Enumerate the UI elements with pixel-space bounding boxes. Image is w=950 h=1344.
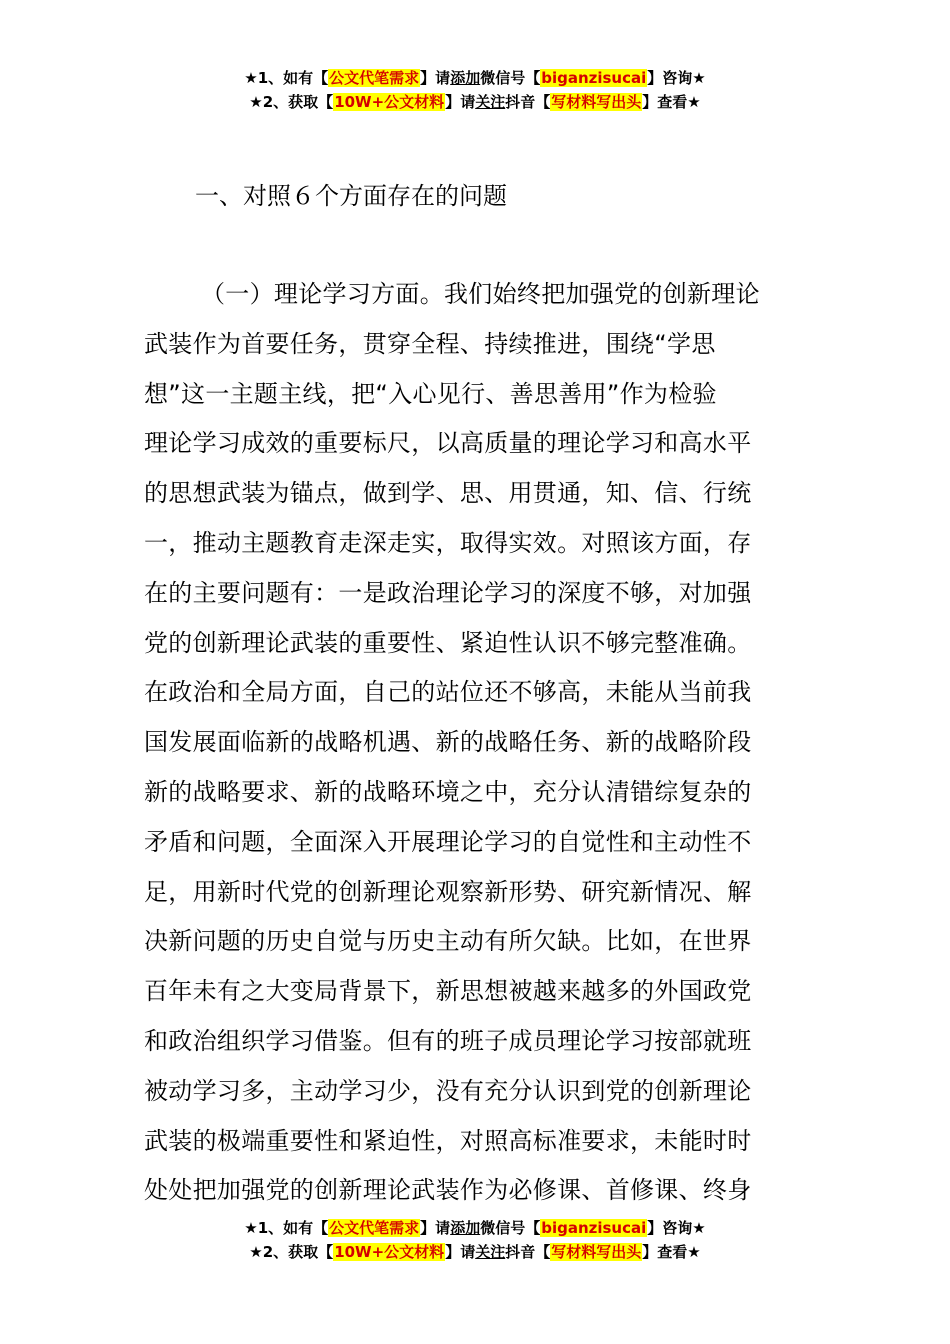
promo-line-2	[0, 90, 950, 114]
paragraph-line: 足，用新时代党的创新理论观察新形势、研究新情况、解	[144, 877, 752, 906]
promo-text: ★2、获取【	[249, 93, 334, 111]
body-paragraph	[144, 270, 814, 1216]
paragraph-line: 矛盾和问题，全面深入开展理论学习的自觉性和主动性不	[144, 827, 752, 856]
promo-emphasis: 关注	[475, 1243, 506, 1261]
promo-text: 抖音【	[505, 93, 551, 111]
paragraph-line: 决新问题的历史自觉与历史主动有所欠缺。比如，在世界	[144, 927, 752, 956]
promo-line-2	[0, 1240, 950, 1264]
top-promo-banner	[0, 66, 950, 114]
paragraph-line: 武装作为首要任务，贯穿全程、持续推进，围绕“学思	[144, 329, 716, 358]
bottom-promo-banner	[0, 1216, 950, 1264]
promo-emphasis: 添加	[450, 69, 481, 87]
promo-text: 】查看★	[642, 93, 701, 111]
paragraph-line: 处处把加强党的创新理论武装作为必修课、首修课、终身	[144, 1176, 752, 1205]
paragraph-line: 的思想武装为锚点，做到学、思、用贯通，知、信、行统	[144, 479, 752, 508]
promo-text: 】请	[420, 1219, 451, 1237]
douyin-id-highlight: 写材料写出头	[551, 93, 642, 111]
promo-highlight: 公文代笔需求	[329, 1219, 420, 1237]
paragraph-line: 想”这一主题主线，把“入心见行、善思善用”作为检验	[144, 379, 717, 408]
promo-text: 】请	[420, 69, 451, 87]
promo-text: 微信号【	[480, 1219, 541, 1237]
paragraph-line: 在政治和全局方面，自己的站位还不够高，未能从当前我	[144, 678, 752, 707]
paragraph-line: 国发展面临新的战略机遇、新的战略任务、新的战略阶段	[144, 728, 752, 757]
promo-text: 】请	[445, 93, 476, 111]
paragraph-line: 被动学习多，主动学习少，没有充分认识到党的创新理论	[144, 1076, 752, 1105]
paragraph-line: 新的战略要求、新的战略环境之中，充分认清错综复杂的	[144, 777, 752, 806]
promo-emphasis: 添加	[450, 1219, 481, 1237]
promo-text: 】咨询★	[647, 1219, 706, 1237]
wechat-id-highlight: biganzisucai	[541, 69, 647, 87]
promo-highlight: 10W+公文材料	[334, 93, 445, 111]
promo-text: ★2、获取【	[249, 1243, 334, 1261]
douyin-id-highlight: 写材料写出头	[551, 1243, 642, 1261]
promo-text: 抖音【	[505, 1243, 551, 1261]
promo-line-1	[0, 66, 950, 90]
paragraph-line: 理论学习成效的重要标尺，以高质量的理论学习和高水平	[144, 429, 752, 458]
section-heading: 一、对照６个方面存在的问题	[195, 182, 507, 210]
promo-text: ★1、如有【	[244, 69, 329, 87]
paragraph-line: 党的创新理论武装的重要性、紧迫性认识不够完整准确。	[144, 628, 752, 657]
promo-text: 】请	[445, 1243, 476, 1261]
paragraph-line: （一）理论学习方面。我们始终把加强党的创新理论	[201, 280, 760, 308]
promo-text: ★1、如有【	[244, 1219, 329, 1237]
paragraph-line: 武装的极端重要性和紧迫性，对照高标准要求，未能时时	[144, 1126, 752, 1155]
paragraph-line: 和政治组织学习借鉴。但有的班子成员理论学习按部就班	[144, 1026, 752, 1055]
promo-text: 微信号【	[480, 69, 541, 87]
promo-highlight: 公文代笔需求	[329, 69, 420, 87]
promo-emphasis: 关注	[475, 93, 506, 111]
paragraph-line: 在的主要问题有：一是政治理论学习的深度不够，对加强	[144, 578, 752, 607]
paragraph-line: 一，推动主题教育走深走实，取得实效。对照该方面，存	[144, 528, 752, 557]
promo-text: 】查看★	[642, 1243, 701, 1261]
promo-line-1	[0, 1216, 950, 1240]
paragraph-line: 百年未有之大变局背景下，新思想被越来越多的外国政党	[144, 977, 752, 1006]
promo-text: 】咨询★	[647, 69, 706, 87]
promo-highlight: 10W+公文材料	[334, 1243, 445, 1261]
wechat-id-highlight: biganzisucai	[541, 1219, 647, 1237]
